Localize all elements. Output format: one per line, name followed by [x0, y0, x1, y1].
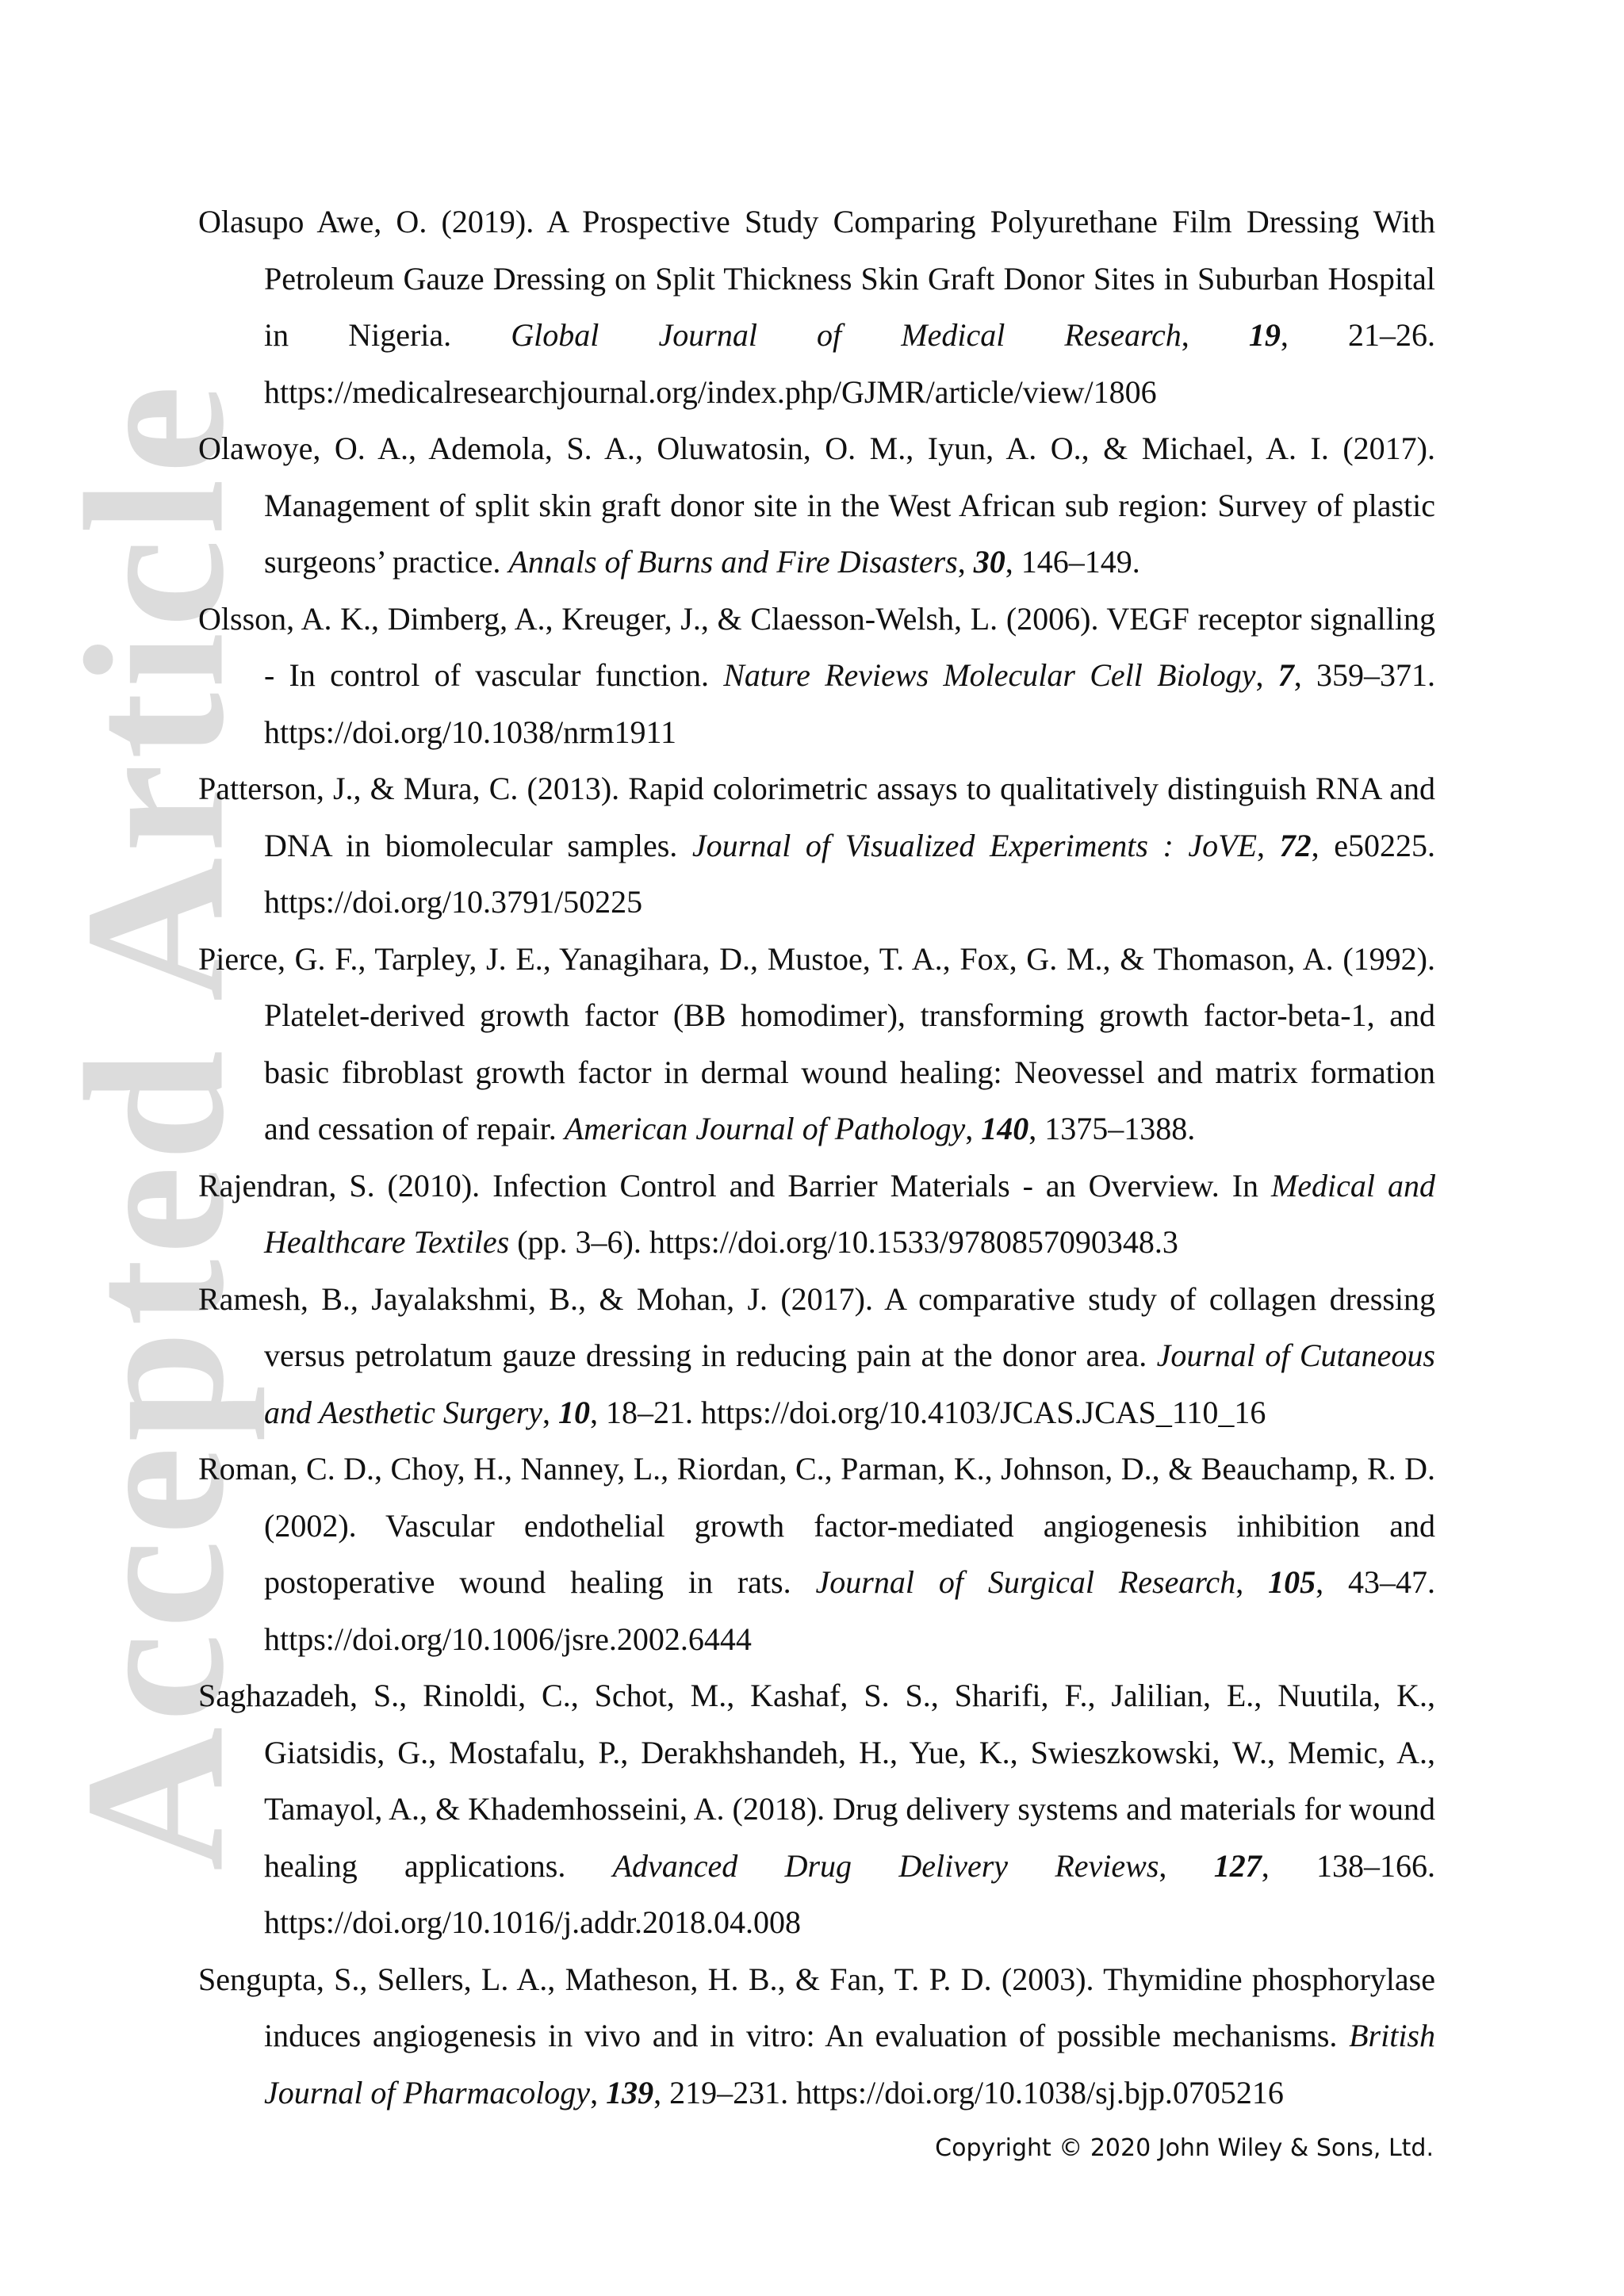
separator: ,: [542, 1394, 559, 1430]
journal-title: Advanced Drug Delivery Reviews: [612, 1847, 1159, 1884]
volume-number: 140: [981, 1111, 1029, 1146]
book-title: Medical and Healthcare Textiles: [264, 1167, 1435, 1260]
journal-title: Annals of Burns and Fire Disasters: [508, 544, 958, 580]
reference-entry: [198, 760, 1435, 931]
reference-text: Ramesh, B., Jayalakshmi, B., & Mohan, J. (2017). A comparative study of collagen dressing versus petrolatum gauze dressing in reducing pain at the donor area.: [198, 1280, 1435, 1373]
reference-text: Patterson, J., & Mura, C. (2013). Rapid colorimetric assays to qualitatively distinguish RNA and DNA in biomolecular samples.: [198, 771, 1435, 863]
reference-pages-doi: , e50225. https://doi.org/10.3791/50225: [264, 827, 1435, 920]
reference-text: Rajendran, S. (2010). Infection Control and Barrier Materials - an Overview. In: [198, 1167, 1271, 1203]
reference-text: Olsson, A. K., Dimberg, A., Kreuger, J., & Claesson-Welsh, L. (2006). VEGF receptor signalling - In control of vascular function.: [198, 600, 1435, 693]
separator: ,: [590, 2074, 607, 2110]
volume-number: 139: [606, 2074, 654, 2110]
reference-pages-doi: , 18–21. https://doi.org/10.4103/JCAS.JCAS_110_16: [590, 1394, 1266, 1430]
reference-text: Pierce, G. F., Tarpley, J. E., Yanagihara, D., Mustoe, T. A., Fox, G. M., & Thomason, A. (1992). Platelet-derived growth factor (BB homodimer), transforming growth factor-beta-1, and basic fibroblast growth factor in dermal wound healing: Neovessel and matrix formation and cessation of repair.: [198, 940, 1435, 1146]
reference-pages-doi: , 1375–1388.: [1028, 1111, 1196, 1146]
reference-pages-doi: , 146–149.: [1005, 544, 1140, 580]
reference-list: [198, 193, 1435, 2121]
volume-number: 30: [973, 544, 1005, 580]
reference-pages-doi: , 21–26. https://medicalresearchjournal.org/index.php/GJMR/article/view/1806: [264, 317, 1435, 410]
reference-entry: [198, 1441, 1435, 1667]
separator: ,: [1181, 317, 1249, 353]
separator: ,: [965, 1111, 982, 1146]
volume-number: 19: [1248, 317, 1281, 353]
reference-pages-doi: , 359–371. https://doi.org/10.1038/nrm1911: [264, 657, 1435, 750]
volume-number: 127: [1213, 1847, 1262, 1884]
volume-number: 7: [1277, 657, 1294, 693]
journal-title: Journal of Cutaneous and Aesthetic Surgery: [264, 1337, 1435, 1430]
volume-number: 10: [558, 1394, 591, 1430]
accepted-article-watermark: Accepted Article: [43, 380, 266, 1872]
reference-entry: [198, 420, 1435, 591]
volume-number: 72: [1279, 827, 1312, 863]
separator: ,: [957, 544, 974, 580]
reference-entry: [198, 931, 1435, 1158]
reference-pages-doi: , 219–231. https://doi.org/10.1038/sj.bjp.0705216: [653, 2074, 1284, 2110]
reference-pages-doi: , 138–166. https://doi.org/10.1016/j.addr.2018.04.008: [264, 1847, 1435, 1940]
reference-entry: [198, 591, 1435, 761]
reference-entry: [198, 1271, 1435, 1441]
copyright-notice: Copyright © 2020 John Wiley & Sons, Ltd.: [935, 2134, 1434, 2162]
journal-title: Nature Reviews Molecular Cell Biology: [723, 657, 1256, 693]
separator: ,: [1257, 827, 1280, 863]
reference-pages-doi: (pp. 3–6). https://doi.org/10.1533/9780857090348.3: [509, 1224, 1178, 1260]
separator: ,: [1235, 1564, 1269, 1600]
journal-title: Journal of Surgical Research: [815, 1564, 1236, 1600]
journal-title: American Journal of Pathology: [564, 1111, 966, 1146]
separator: ,: [1159, 1847, 1214, 1884]
reference-text: Olasupo Awe, O. (2019). A Prospective Study Comparing Polyurethane Film Dressing With Petroleum Gauze Dressing on Split Thickness Skin Graft Donor Sites in Suburban Hospital in Nigeria.: [198, 204, 1435, 353]
reference-pages-doi: , 43–47. https://doi.org/10.1006/jsre.2002.6444: [264, 1564, 1435, 1657]
journal-title: Global Journal of Medical Research: [511, 317, 1182, 353]
reference-entry: [198, 1667, 1435, 1951]
reference-text: Roman, C. D., Choy, H., Nanney, L., Riordan, C., Parman, K., Johnson, D., & Beauchamp, R. D. (2002). Vascular endothelial growth factor-mediated angiogenesis inhibition and postoperative wound healing in rats.: [198, 1451, 1435, 1600]
journal-title: Journal of Visualized Experiments : JoVE: [691, 827, 1258, 863]
volume-number: 105: [1268, 1564, 1316, 1600]
separator: ,: [1255, 657, 1278, 693]
reference-entry: [198, 1951, 1435, 2122]
reference-entry: [198, 1158, 1435, 1271]
reference-entry: [198, 193, 1435, 420]
reference-text: Sengupta, S., Sellers, L. A., Matheson, H. B., & Fan, T. P. D. (2003). Thymidine phosphorylase induces angiogenesis in vivo and in vitro: An evaluation of possible mechanisms.: [198, 1961, 1435, 2053]
journal-title: British Journal of Pharmacology: [264, 2018, 1435, 2110]
reference-text: Olawoye, O. A., Ademola, S. A., Oluwatosin, O. M., Iyun, A. O., & Michael, A. I. (2017). Management of split skin graft donor site in the West African sub region: Survey of plastic surgeons’ practice.: [198, 430, 1435, 580]
reference-text: Saghazadeh, S., Rinoldi, C., Schot, M., Kashaf, S. S., Sharifi, F., Jalilian, E., Nuutila, K., Giatsidis, G., Mostafalu, P., Derakhshandeh, H., Yue, K., Swieszkowski, W., Memic, A., Tamayol, A., & Khademhosseini, A. (2018). Drug delivery systems and materials for wound healing applications.: [198, 1678, 1435, 1884]
